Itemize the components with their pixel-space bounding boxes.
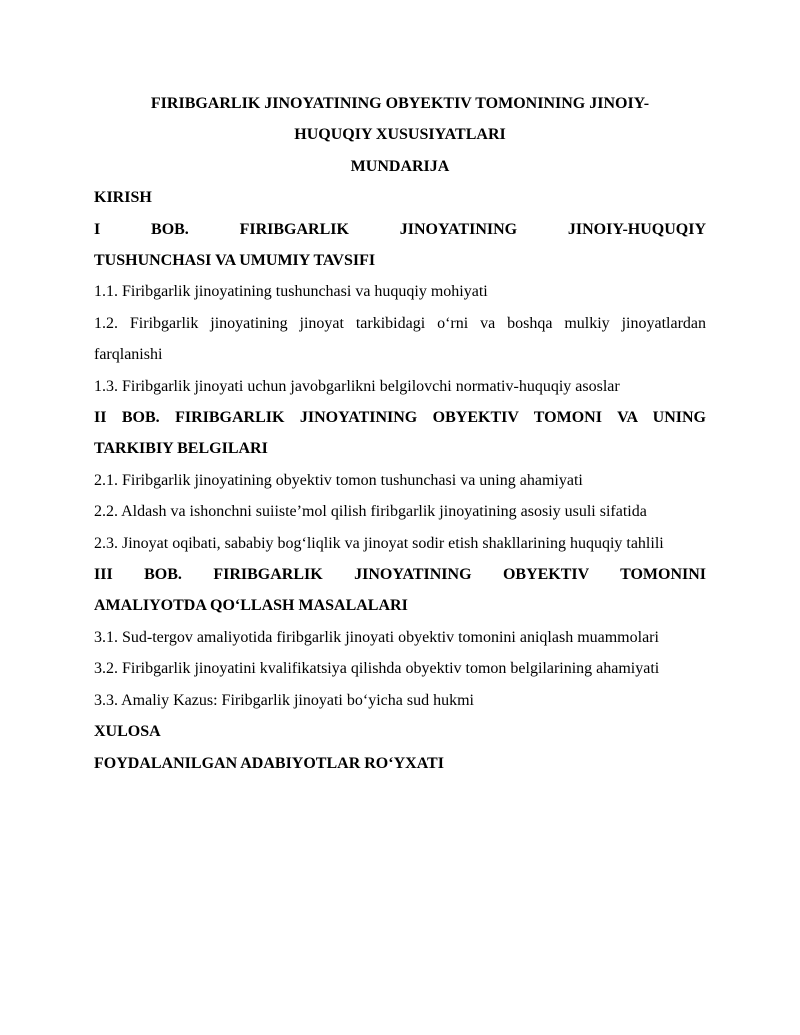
- toc-entry-2-2: 2.2. Aldash va ishonchni suiiste’mol qilish firibgarlik jinoyatining asosiy usuli sifatida: [94, 503, 647, 521]
- chapter-1-title-line-1: I BOB. FIRIBGARLIK JINOYATINING JINOIY-HUQUQIY: [94, 220, 706, 238]
- toc-entry-1-1: 1.1. Firibgarlik jinoyatining tushunchasi va huquqiy mohiyati: [94, 283, 488, 301]
- toc-entry-3-1: 3.1. Sud-tergov amaliyotida firibgarlik jinoyati obyektiv tomonini aniqlash muammolari: [94, 628, 659, 646]
- document-title-line-1: FIRIBGARLIK JINOYATINING OBYEKTIV TOMONINING JINOIY-: [150, 95, 650, 112]
- toc-entry-introduction: KIRISH: [94, 189, 152, 207]
- chapter-3-title-line-2: AMALIYOTDA QO‘LLASH MASALALARI: [94, 597, 408, 615]
- document-title-line-2: HUQUQIY XUSUSIYATLARI: [294, 126, 506, 144]
- toc-entry-2-3: 2.3. Jinoyat oqibati, sababiy bog‘liqlik va jinoyat sodir etish shakllarining huquqiy tahlili: [94, 534, 664, 552]
- toc-entry-2-1: 2.1. Firibgarlik jinoyatining obyektiv tomon tushunchasi va uning ahamiyati: [94, 471, 583, 489]
- chapter-3-title-line-1: III BOB. FIRIBGARLIK JINOYATINING OBYEKTIV TOMONINI: [94, 566, 706, 584]
- toc-entry-1-3: 1.3. Firibgarlik jinoyati uchun javobgarlikni belgilovchi normativ-huquqiy asoslar: [94, 377, 620, 395]
- toc-entry-3-3: 3.3. Amaliy Kazus: Firibgarlik jinoyati bo‘yicha sud hukmi: [94, 691, 474, 709]
- table-of-contents: [94, 88, 706, 779]
- toc-entry-1-2: 1.2. Firibgarlik jinoyatining jinoyat tarkibidagi o‘rni va boshqa mulkiy jinoyatlardan farqlanishi: [94, 314, 706, 364]
- toc-entry-3-2: 3.2. Firibgarlik jinoyatini kvalifikatsiya qilishda obyektiv tomon belgilarining ahamiyati: [94, 660, 660, 678]
- toc-heading: MUNDARIJA: [350, 157, 450, 175]
- chapter-1-title-line-2: TUSHUNCHASI VA UMUMIY TAVSIFI: [94, 252, 376, 270]
- toc-entry-references: FOYDALANILGAN ADABIYOTLAR RO‘YXATI: [94, 754, 444, 772]
- chapter-2-title: II BOB. FIRIBGARLIK JINOYATINING OBYEKTIV TOMONI VA UNING TARKIBIY BELGILARI: [94, 409, 706, 458]
- toc-entry-conclusion: XULOSA: [94, 723, 161, 741]
